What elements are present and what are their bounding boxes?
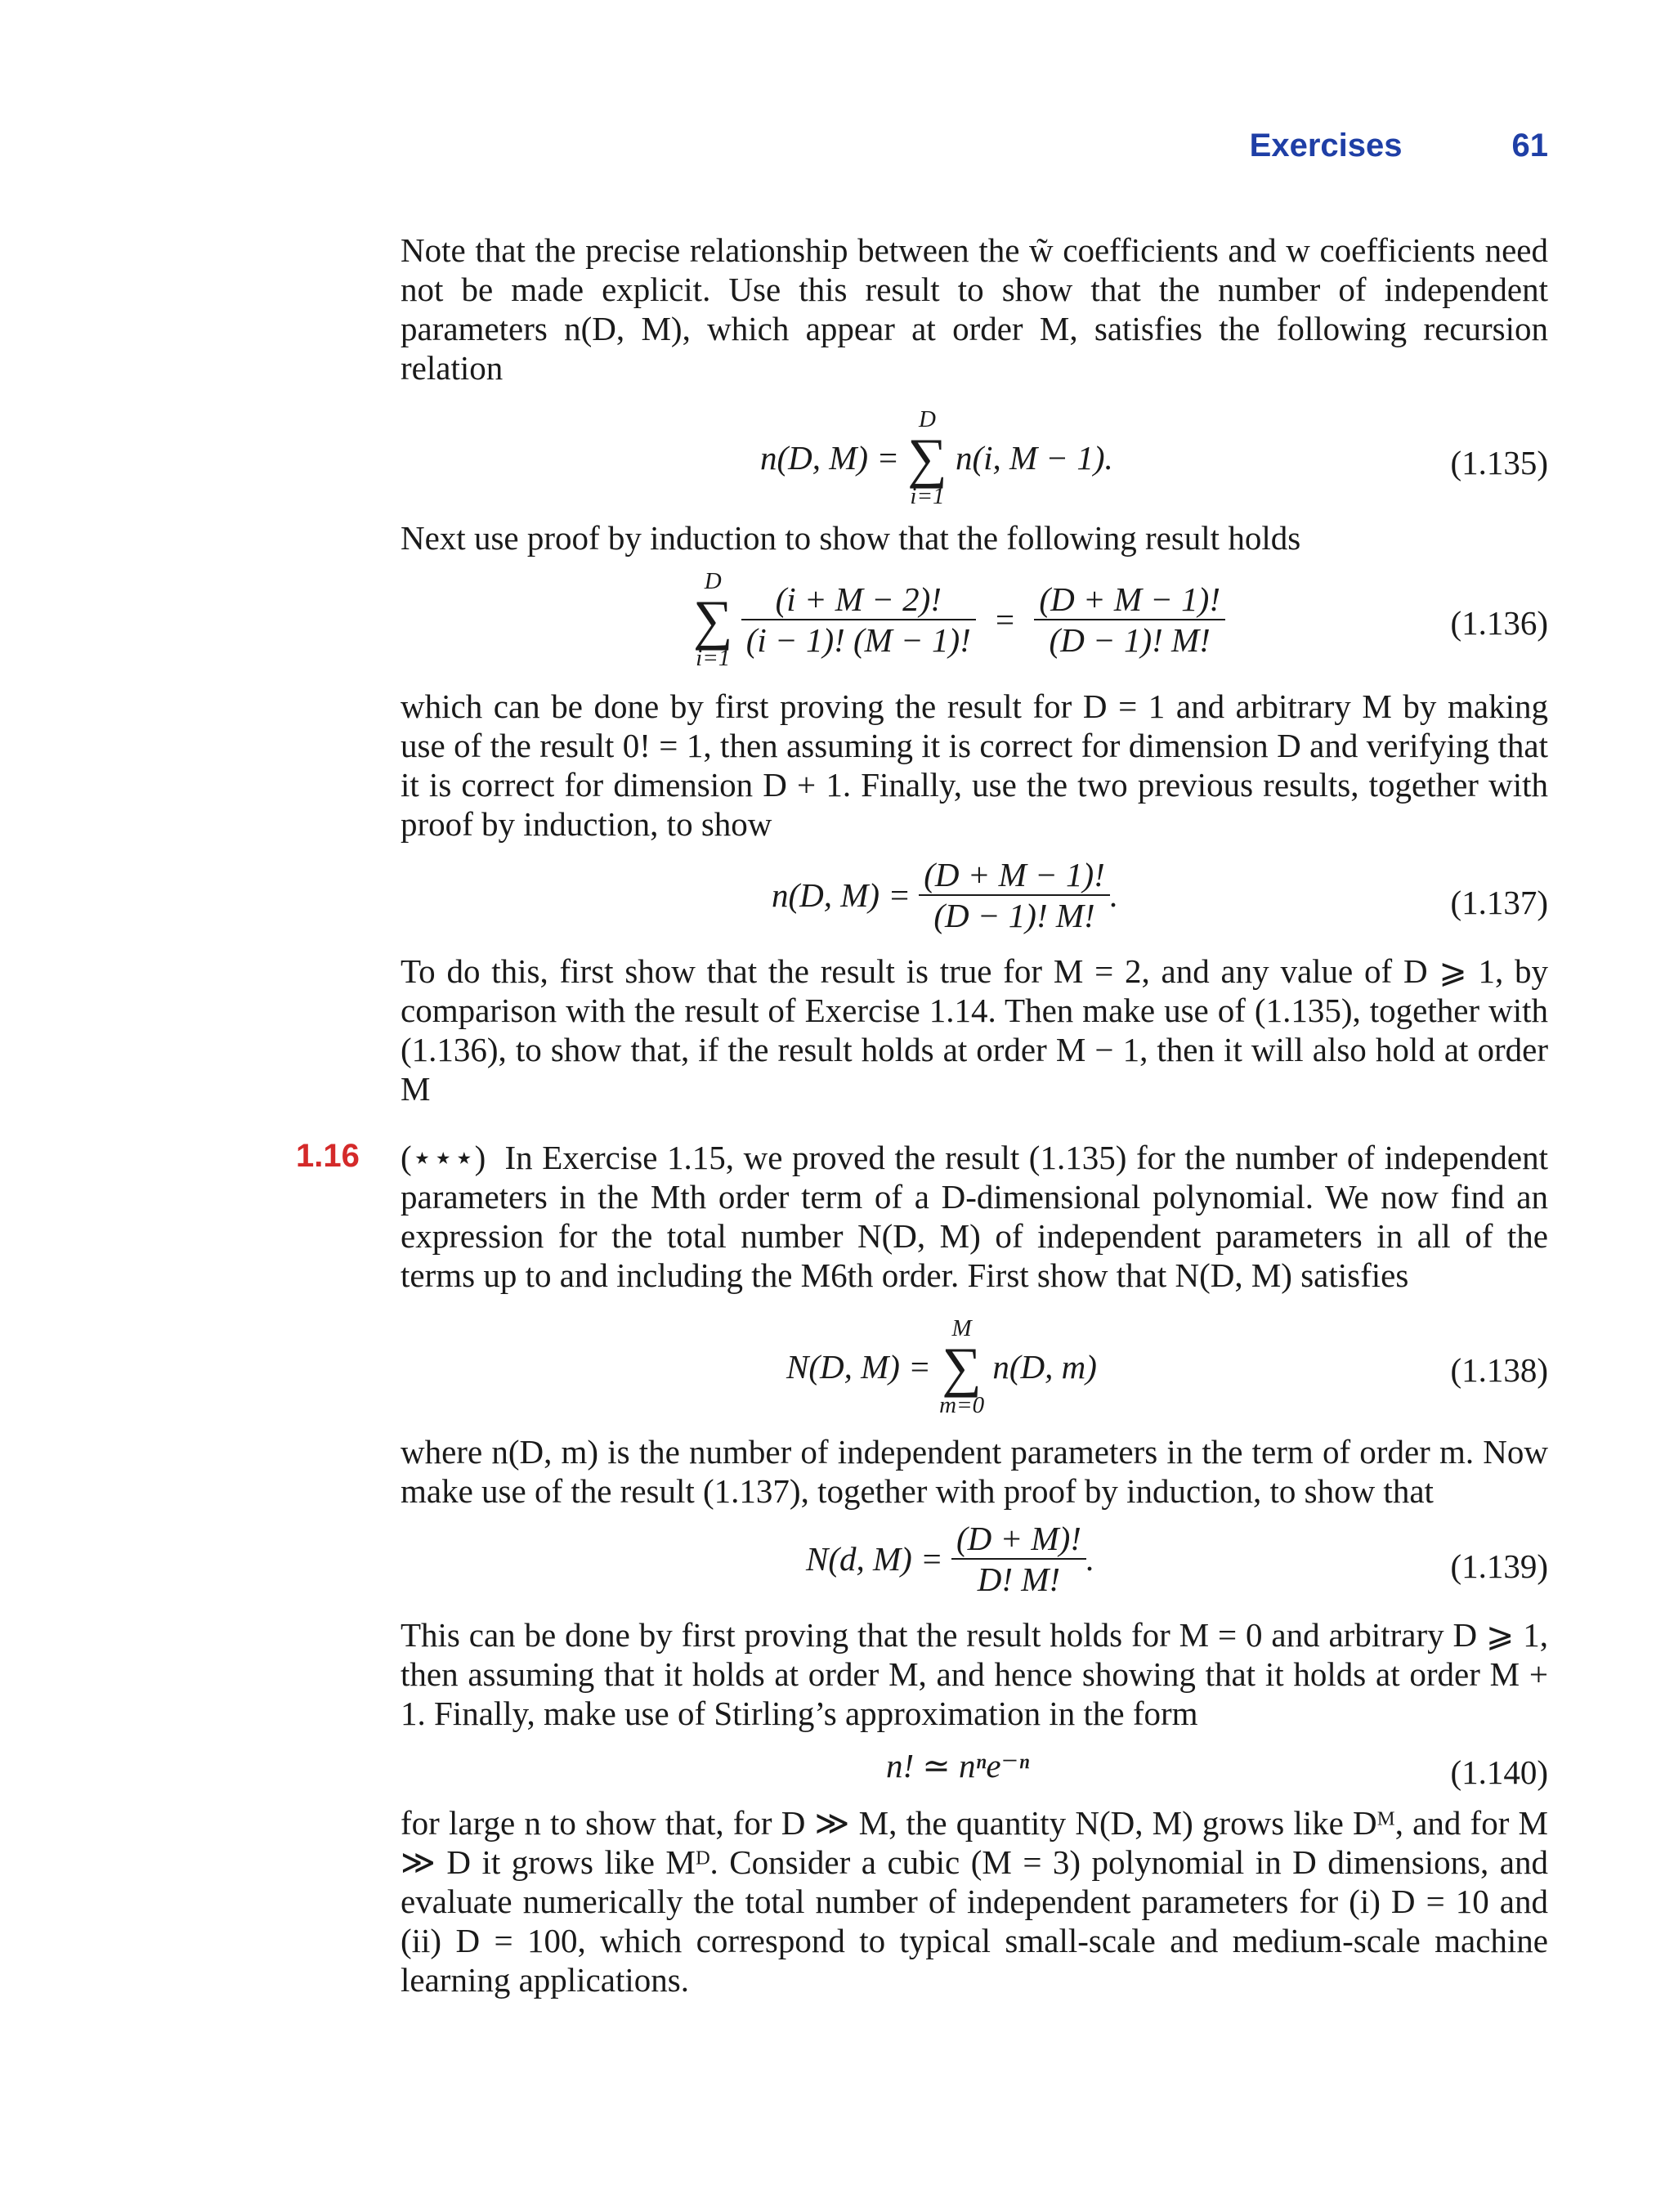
paragraph-2: Next use proof by induction to show that the following result holds bbox=[401, 519, 1301, 557]
eq135-rhs: n(i, M − 1). bbox=[955, 439, 1113, 477]
running-header bbox=[1250, 128, 1548, 164]
eq136-denominator-right: (D − 1)! M! bbox=[1049, 621, 1211, 659]
eq137-label: (1.137) bbox=[1450, 884, 1548, 921]
eq139-lhs: N(d, M) = bbox=[806, 1540, 943, 1578]
eq139-fraction bbox=[951, 1519, 1086, 1599]
sigma-icon: ∑ bbox=[942, 1336, 982, 1398]
eq135-label: (1.135) bbox=[1450, 444, 1548, 481]
equation-1-140 bbox=[401, 1741, 1548, 1803]
eq137-lhs: n(D, M) = bbox=[772, 876, 911, 914]
eq136-label: (1.136) bbox=[1450, 604, 1548, 642]
eq139-denominator: D! M! bbox=[977, 1560, 1061, 1598]
paragraph-3: which can be done by first proving the result for D = 1 and arbitrary M by making use of the result 0! = 1, then assuming it is correct for dimension D and verifying that it is correct for dimension D + 1. Finally, use the two previous results, together with proof by induction, to show bbox=[401, 687, 1548, 843]
page-number: 61 bbox=[1511, 128, 1548, 163]
eq139-numerator: (D + M)! bbox=[951, 1519, 1086, 1560]
eq140-label: (1.140) bbox=[1450, 1753, 1548, 1791]
eq138-sum-upper: M bbox=[951, 1315, 972, 1341]
eq137-numerator: (D + M − 1)! bbox=[919, 855, 1110, 896]
section-title: Exercises bbox=[1249, 128, 1403, 163]
eq139-period: . bbox=[1085, 1540, 1095, 1578]
eq138-label: (1.138) bbox=[1450, 1351, 1548, 1389]
difficulty-stars: (⋆⋆⋆) bbox=[401, 1139, 486, 1176]
eq135-sum-upper: D bbox=[919, 406, 936, 432]
equation-1-139 bbox=[401, 1519, 1548, 1615]
equation-1-136 bbox=[401, 564, 1548, 687]
sigma-icon: ∑ bbox=[907, 427, 947, 489]
eq137-denominator: (D − 1)! M! bbox=[933, 897, 1095, 934]
eq136-sum bbox=[693, 567, 732, 672]
eq136-numerator-left: (i + M − 2)! bbox=[741, 580, 976, 620]
eq136-denominator-left: (i − 1)! (M − 1)! bbox=[745, 621, 971, 659]
paragraph-1: Note that the precise relationship between the w̃ coefficients and w coefficients need not be made explicit. Use this result to show that the number of independent parameters n(D, M), which appear at order M, satisfies the following recursion relation bbox=[401, 231, 1548, 387]
eq136-sum-lower: i=1 bbox=[696, 645, 731, 671]
equation-1-138 bbox=[401, 1303, 1548, 1432]
exercise-number: 1.16 bbox=[296, 1138, 360, 1174]
eq139-label: (1.139) bbox=[1450, 1547, 1548, 1585]
paragraph-7: This can be done by first proving that the result holds for M = 0 and arbitrary D ⩾ 1, then assuming that it holds at order M, and hence showing that it holds at order M + 1. Finally, make use of Stirling’s approximation in the form bbox=[401, 1616, 1548, 1732]
equation-1-137 bbox=[401, 855, 1548, 952]
sigma-icon: ∑ bbox=[693, 589, 733, 651]
eq136-fraction-right bbox=[1034, 580, 1225, 660]
eq136-fraction-left bbox=[741, 580, 976, 660]
page-body bbox=[296, 231, 1549, 1999]
eq136-sum-upper: D bbox=[704, 568, 722, 594]
paragraph-5 bbox=[401, 1138, 1548, 1295]
eq137-period: . bbox=[1109, 876, 1119, 914]
equation-1-135 bbox=[401, 396, 1548, 518]
paragraph-8: for large n to show that, for D ≫ M, the quantity N(D, M) grows like Dᴹ, and for M ≫ D it grows like Mᴰ. Consider a cubic (M = 3) polynomial in D dimensions, and evaluate numerically the total number of independent parameters for (i) D = 10 and (ii) D = 100, which correspond to typical small-scale and medium-scale machine learning applications. bbox=[401, 1804, 1548, 1999]
eq135-lhs: n(D, M) = bbox=[760, 439, 899, 477]
eq138-lhs: N(D, M) = bbox=[786, 1348, 931, 1386]
eq135-sum bbox=[907, 405, 947, 510]
eq140-expression: n! ≃ nⁿe⁻ⁿ bbox=[886, 1747, 1030, 1784]
eq136-numerator-right: (D + M − 1)! bbox=[1034, 580, 1225, 620]
paragraph-6: where n(D, m) is the number of independent parameters in the term of order m. Now make use of the result (1.137), together with proof by induction, to show that bbox=[401, 1433, 1548, 1510]
eq138-sum bbox=[939, 1314, 984, 1419]
eq137-fraction bbox=[919, 855, 1110, 935]
exercise-1-16 bbox=[296, 1138, 1549, 1295]
eq138-rhs: n(D, m) bbox=[992, 1348, 1097, 1386]
paragraph-4: To do this, first show that the result is true for M = 2, and any value of D ⩾ 1, by comparison with the result of Exercise 1.14. Then make use of (1.135), together with (1.136), to show that, if the result holds at order M − 1, then it will also hold at order M bbox=[401, 952, 1548, 1108]
eq138-sum-lower: m=0 bbox=[939, 1392, 985, 1418]
eq136-equals: = bbox=[996, 601, 1015, 638]
eq135-sum-lower: i=1 bbox=[910, 483, 945, 509]
exercise-text: In Exercise 1.15, we proved the result (1.135) for the number of independent parameters in the Mth order term of a D-dimensional polynomial. We now find an expression for the total number N(D, M) of independent parameters in all of the terms up to and including the M6th order. First show that N(D, M) satisfies bbox=[401, 1139, 1549, 1294]
